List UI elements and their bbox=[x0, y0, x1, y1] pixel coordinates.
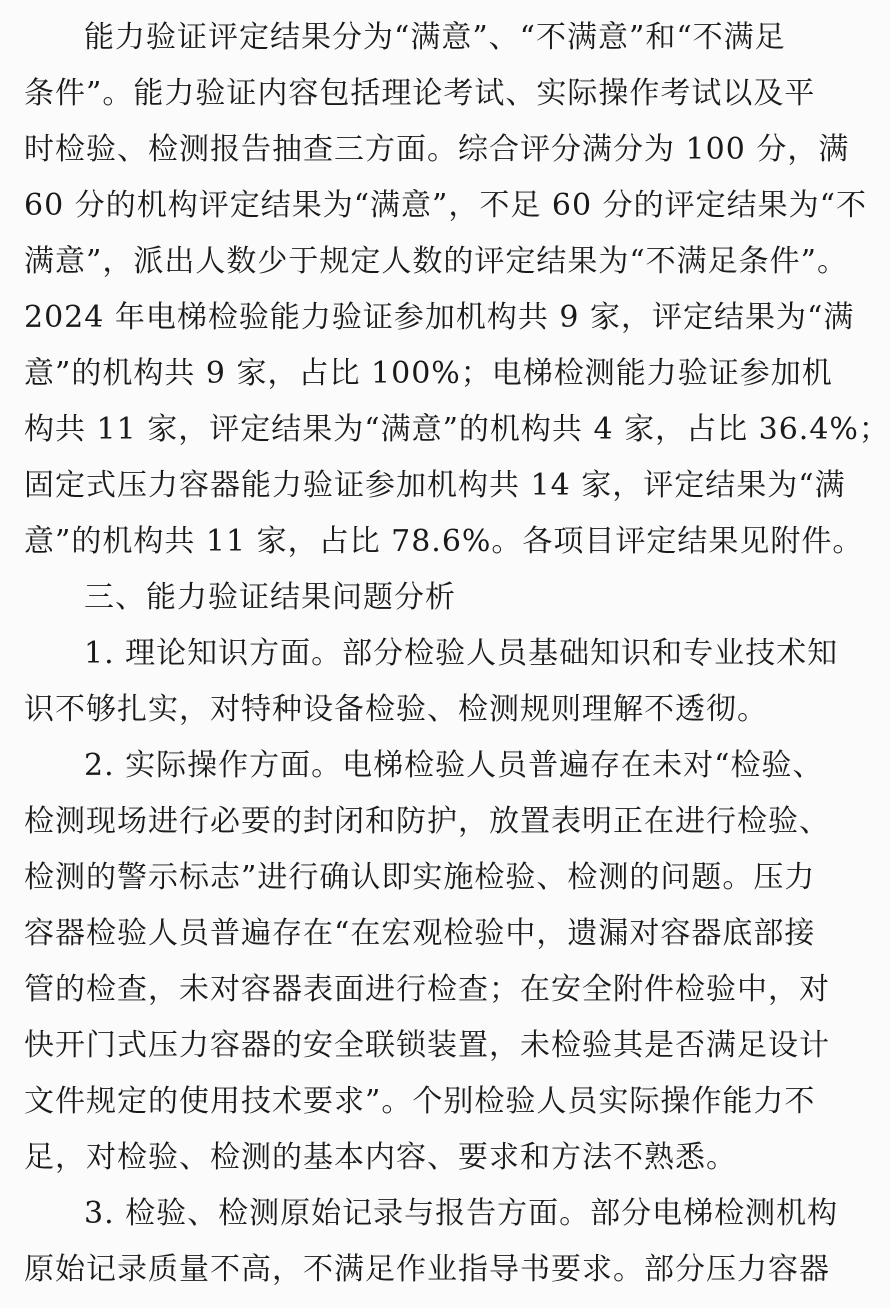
text-line: 时检验、检测报告抽查三方面。综合评分满分为 100 分，满 bbox=[24, 132, 850, 167]
text-line: 识不够扎实，对特种设备检验、检测规则理解不透彻。 bbox=[24, 692, 768, 727]
text-line: 满意”，派出人数少于规定人数的评定结果为“不满足条件”。 bbox=[24, 244, 849, 279]
text-line: 文件规定的使用技术要求”。个别检验人员实际操作能力不 bbox=[24, 1084, 816, 1119]
text-line: 2024 年电梯检验能力验证参加机构共 9 家，评定结果为“满 bbox=[24, 300, 855, 335]
text-line: 快开门式压力容器的安全联锁装置，未检验其是否满足设计 bbox=[24, 1028, 830, 1063]
text-line: 容器检验人员普遍存在“在宏观检验中，遗漏对容器底部接 bbox=[24, 916, 816, 951]
text-line: 60 分的机构评定结果为“满意”，不足 60 分的评定结果为“不 bbox=[24, 188, 867, 223]
text-line: 检测的警示标志”进行确认即实施检验、检测的问题。压力 bbox=[24, 860, 816, 895]
text-line: 意”的机构共 11 家，占比 78.6%。各项目评定结果见附件。 bbox=[24, 524, 864, 559]
text-line: 足，对检验、检测的基本内容、要求和方法不熟悉。 bbox=[24, 1140, 737, 1175]
text-line: 能力验证评定结果分为“满意”、“不满意”和“不满足 bbox=[84, 20, 786, 55]
text-line: 3. 检验、检测原始记录与报告方面。部分电梯检测机构 bbox=[84, 1196, 839, 1231]
text-line: 构共 11 家，评定结果为“满意”的机构共 4 家，占比 36.4%； bbox=[24, 412, 890, 447]
text-line: 原始记录质量不高，不满足作业指导书要求。部分压力容器 bbox=[24, 1252, 830, 1287]
text-line: 固定式压力容器能力验证参加机构共 14 家，评定结果为“满 bbox=[24, 468, 846, 503]
text-line: 管的检查，未对容器表面进行检查；在安全附件检验中，对 bbox=[24, 972, 830, 1007]
text-line: 1. 理论知识方面。部分检验人员基础知识和专业技术知 bbox=[84, 636, 839, 671]
text-line: 条件”。能力验证内容包括理论考试、实际操作考试以及平 bbox=[24, 76, 816, 111]
text-line: 检测现场进行必要的封闭和防护，放置表明正在进行检验、 bbox=[24, 804, 830, 839]
text-line: 2. 实际操作方面。电梯检验人员普遍存在未对“检验、 bbox=[84, 748, 824, 783]
section-heading: 三、能力验证结果问题分析 bbox=[84, 580, 456, 615]
text-line: 意”的机构共 9 家，占比 100%；电梯检测能力验证参加机 bbox=[24, 356, 833, 391]
